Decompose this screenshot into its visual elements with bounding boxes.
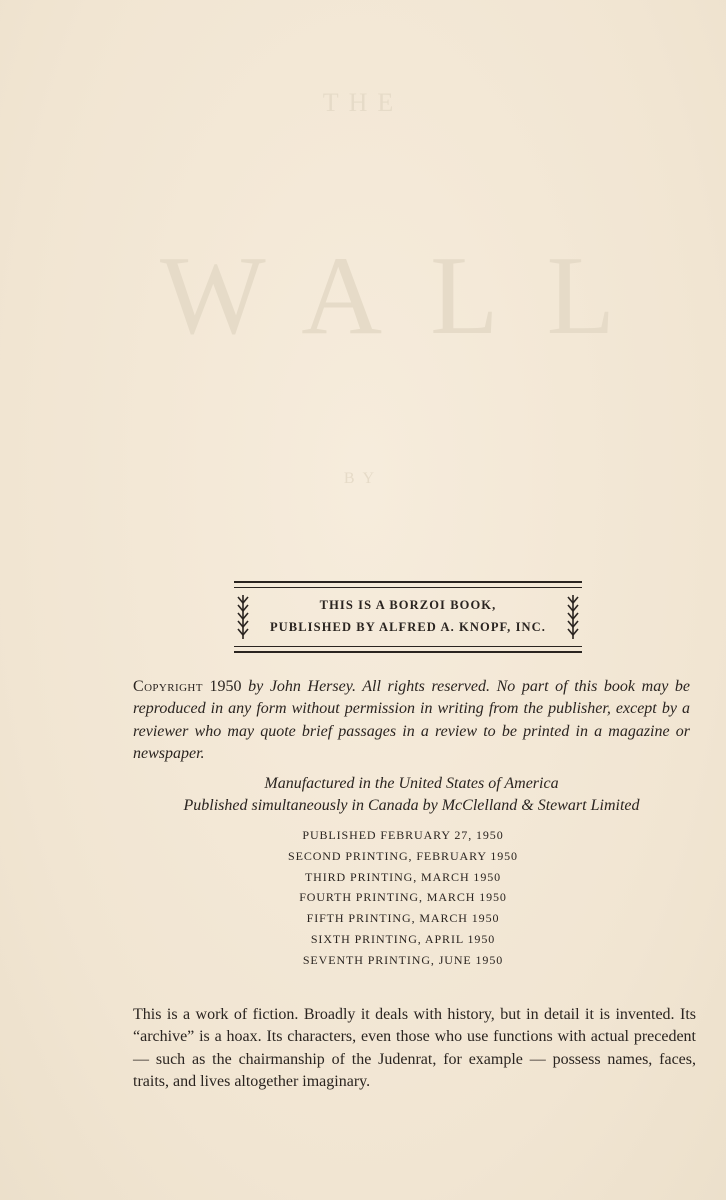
printing-line: THIRD PRINTING, MARCH 1950 bbox=[304, 869, 502, 884]
copyright-year: 1950 bbox=[209, 678, 242, 695]
canada-publication-line: Published simultaneously in Canada by McClelland & Stewart Limited bbox=[183, 797, 640, 814]
bleed-through-by: BY bbox=[343, 470, 383, 487]
bleed-through-title-the: THE bbox=[322, 88, 404, 117]
rule-top-thin bbox=[234, 587, 582, 588]
copyright-word: Copyright bbox=[133, 678, 203, 695]
printing-line: SECOND PRINTING, FEBRUARY 1950 bbox=[288, 848, 518, 863]
fiction-notice: This is a work of fiction. Broadly it deals with history, but in detail it is invented. Its “archive” is a hoax. Its characters, even those who use functions with actual precedent — such as the chairmanship of the Judenrat, for example — possess names, faces, traits, and lives altogether imaginary. bbox=[133, 1006, 696, 1090]
rule-bottom-thin bbox=[234, 646, 582, 647]
borzoi-line-2: PUBLISHED BY ALFRED A. KNOPF, INC. bbox=[269, 620, 547, 634]
bleed-through-title-wall: WALL bbox=[160, 234, 664, 358]
rule-top-thick bbox=[234, 581, 582, 583]
copyright-paragraph bbox=[133, 676, 690, 765]
rule-bottom-thick bbox=[234, 651, 582, 653]
borzoi-line-1: THIS IS A BORZOI BOOK, bbox=[319, 598, 497, 612]
wheat-ornament-icon bbox=[566, 593, 580, 641]
copyright-text: by John Hersey. All rights reserved. No part of this book may be reproduced in any form without permission in writing from the publisher, except by a reviewer who may quote brief passages in a review to be printed in a magazine or newspaper. bbox=[133, 678, 691, 762]
printing-line: FOURTH PRINTING, MARCH 1950 bbox=[299, 890, 507, 905]
borzoi-imprint-box bbox=[234, 581, 582, 653]
printing-history bbox=[133, 825, 673, 971]
printing-line: SIXTH PRINTING, APRIL 1950 bbox=[310, 931, 496, 946]
printing-line: FIFTH PRINTING, MARCH 1950 bbox=[306, 911, 500, 926]
printing-line: SEVENTH PRINTING, JUNE 1950 bbox=[302, 952, 504, 967]
manufactured-line: Manufactured in the United States of America bbox=[264, 775, 559, 792]
printing-line: PUBLISHED FEBRUARY 27, 1950 bbox=[302, 828, 504, 842]
